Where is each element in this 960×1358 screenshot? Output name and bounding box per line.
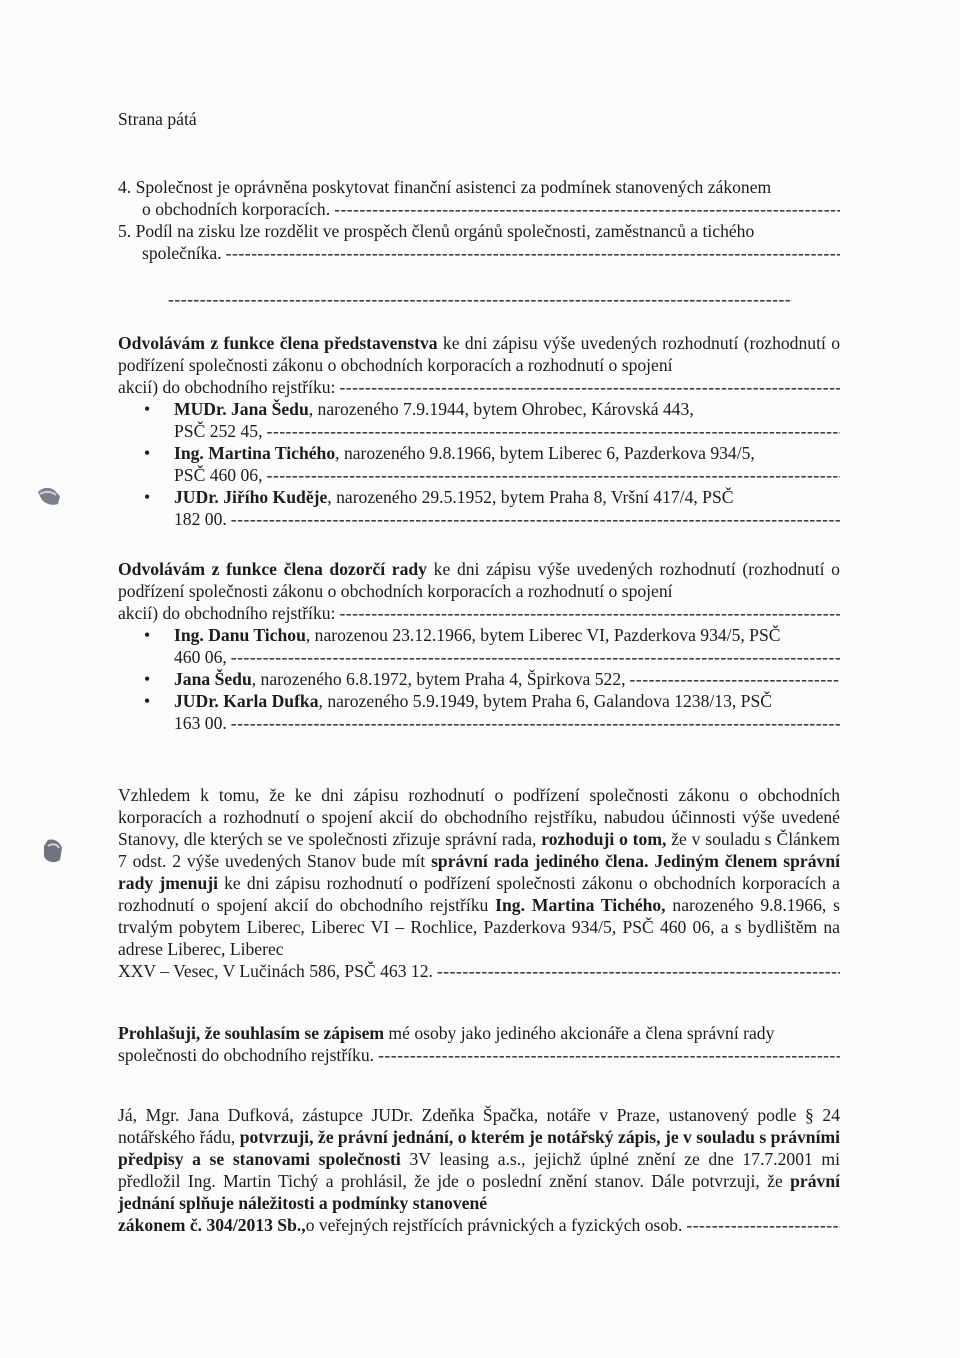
member-name: MUDr. Jana Šedu bbox=[174, 399, 309, 419]
dash-filler bbox=[266, 420, 840, 442]
dash-filler bbox=[339, 602, 840, 624]
member-details: , narozeného 7.9.1944, bytem Ohrobec, Károvská 443, bbox=[308, 399, 694, 419]
notary-text: 3V leasing a.s., jejichž úplné znění ze dne 17.7.2001 mi předložil Ing. Martin Tichý a prohlásil, že jde o poslední znění stanov. Dále potvrzuji, že bbox=[118, 1149, 840, 1191]
dash-filler bbox=[231, 508, 840, 530]
decision-bold: rozhoduji o tom, bbox=[541, 829, 667, 849]
decision-text: narozeného 9.8.1966, s trvalým pobytem Liberec, Liberec VI – Rochlice, Pazderkova 934/5, PSČ 460 06, a s bydlištěm na adrese Liberec, Liberec bbox=[118, 895, 840, 959]
consent-last-line: společnosti do obchodního rejstříku. bbox=[118, 1045, 375, 1065]
member-name: JUDr. Karla Dufka bbox=[174, 691, 319, 711]
decision-text: ke dni zápisu rozhodnutí o podřízení společnosti zákonu o obchodních korporacích a rozhodnutí o spojení akcií do obchodního rejstříku bbox=[118, 873, 840, 915]
consent-paragraph bbox=[118, 1022, 840, 1066]
dash-filler bbox=[686, 1214, 840, 1236]
hole-punch-mark-icon bbox=[40, 836, 66, 866]
dash-filler bbox=[339, 376, 840, 398]
member-details: , narozenou 23.12.1966, bytem Liberec VI, Pazderkova 934/5, PSČ bbox=[305, 625, 781, 645]
board-member-2 bbox=[118, 442, 840, 486]
member-name: Ing. Martina Tichého bbox=[174, 443, 336, 463]
notary-last-text: o veřejných rejstřících právnických a fyzických osob. bbox=[305, 1215, 683, 1235]
dash-filler bbox=[630, 668, 840, 690]
dash-filler bbox=[378, 1044, 840, 1066]
clause-5-line1: 5. Podíl na zisku lze rozdělit ve prospěch členů orgánů společnosti, zaměstnanců a tichého bbox=[118, 221, 755, 241]
clause-5 bbox=[118, 220, 840, 264]
supervisory-recall-lead: Odvolávám z funkce člena dozorčí rady bbox=[118, 559, 427, 579]
decision-last-line: XXV – Vesec, V Lučinách 586, PSČ 463 12. bbox=[118, 961, 433, 981]
dash-filler bbox=[226, 242, 840, 264]
bullet-icon: • bbox=[144, 399, 151, 419]
notary-text: Já, Mgr. Jana Dufková, zástupce JUDr. Zdeňka Špačka, notáře v Praze, ustanovený podle § 24 notářského řádu, bbox=[118, 1105, 840, 1147]
page-label: Strana pátá bbox=[118, 109, 197, 129]
supervisory-recall-last: akcií) do obchodního rejstříku: bbox=[118, 603, 336, 623]
clause-4-line1: 4. Společnost je oprávněna poskytovat finanční asistenci za podmínek stanovených zákonem bbox=[118, 177, 772, 197]
member-postcode: PSČ 460 06, bbox=[174, 465, 263, 485]
bullet-icon: • bbox=[144, 669, 151, 689]
supervisory-recall-text: ke dni zápisu výše uvedených rozhodnutí (rozhodnutí o podřízení společnosti zákonu o obchodních korporacích a rozhodnutí o spojení bbox=[118, 559, 840, 601]
member-details: , narozeného 9.8.1966, bytem Liberec 6, Pazderkova 934/5, bbox=[335, 443, 755, 463]
consent-text: mé osoby jako jediného akcionáře a člena správní rady bbox=[384, 1023, 775, 1043]
member-details: , narozeného 29.5.1952, bytem Praha 8, Vršní 417/4, PSČ bbox=[327, 487, 734, 507]
consent-bold: Prohlašuji, že souhlasím se zápisem bbox=[118, 1023, 385, 1043]
member-postcode: 460 06, bbox=[174, 647, 227, 667]
decision-bold: správní rada jediného člena. Jediným členem správní rady jmenuji bbox=[118, 851, 840, 893]
board-recall-section bbox=[118, 332, 840, 530]
member-postcode: 182 00. bbox=[174, 509, 227, 529]
dash-filler bbox=[231, 712, 840, 734]
decision-text: že v souladu s Článkem 7 odst. 2 výše uvedených Stanov bude mít bbox=[118, 829, 840, 871]
bullet-icon: • bbox=[144, 625, 151, 645]
member-details: , narozeného 5.9.1949, bytem Praha 6, Galandova 1238/13, PSČ bbox=[318, 691, 772, 711]
supervisory-member-1 bbox=[118, 624, 840, 668]
member-postcode: 163 00. bbox=[174, 713, 227, 733]
supervisory-member-2 bbox=[118, 668, 840, 690]
dash-separator bbox=[168, 288, 792, 310]
dash-filler bbox=[437, 960, 840, 982]
member-name: Jana Šedu bbox=[174, 669, 252, 689]
decision-paragraph bbox=[118, 784, 840, 982]
hole-punch-mark-icon bbox=[36, 482, 62, 512]
board-recall-last: akcií) do obchodního rejstříku: bbox=[118, 377, 336, 397]
notary-bold: potvrzuji, že právní jednání, o kterém je notářský zápis, je v souladu s právními předpisy a se stanovami společnosti bbox=[118, 1127, 841, 1169]
notary-bold: právní jednání splňuje náležitosti a podmínky stanovené bbox=[118, 1171, 840, 1213]
decision-text: Vzhledem k tomu, že ke dni zápisu rozhodnutí o podřízení společnosti zákonu o obchodních korporacích a rozhodnutí o spojení akcií do obchodního rejstříku, nabudou účinnosti výše uvedené Stanovy, dle kterých se ve společnosti zřizuje správní rada, bbox=[118, 785, 840, 849]
clause-4-line2: o obchodních korporacích. bbox=[142, 199, 331, 219]
clause-4 bbox=[118, 176, 840, 220]
bullet-icon: • bbox=[144, 691, 151, 711]
dash-filler bbox=[231, 646, 840, 668]
board-recall-lead: Odvolávám z funkce člena představenstva bbox=[118, 333, 438, 353]
dash-filler bbox=[266, 464, 840, 486]
dash-filler bbox=[334, 198, 840, 220]
member-postcode: PSČ 252 45, bbox=[174, 421, 263, 441]
member-name: Ing. Danu Tichou bbox=[174, 625, 306, 645]
supervisory-member-3 bbox=[118, 690, 840, 734]
board-member-3 bbox=[118, 486, 840, 530]
bullet-icon: • bbox=[144, 487, 151, 507]
board-recall-text: ke dni zápisu výše uvedených rozhodnutí (rozhodnutí o podřízení společnosti zákonu o obchodních korporacích a rozhodnutí o spojení bbox=[118, 333, 840, 375]
decision-bold: Ing. Martina Tichého, bbox=[495, 895, 666, 915]
board-member-1 bbox=[118, 398, 840, 442]
bullet-icon: • bbox=[144, 443, 151, 463]
notary-law-ref: zákonem č. 304/2013 Sb., bbox=[118, 1215, 306, 1235]
supervisory-recall-section bbox=[118, 558, 840, 734]
notary-paragraph bbox=[118, 1104, 840, 1236]
clause-5-line2: společníka. bbox=[142, 243, 222, 263]
member-details: , narozeného 6.8.1972, bytem Praha 4, Špirkova 522, bbox=[251, 669, 626, 689]
member-name: JUDr. Jiřího Kuděje bbox=[174, 487, 328, 507]
